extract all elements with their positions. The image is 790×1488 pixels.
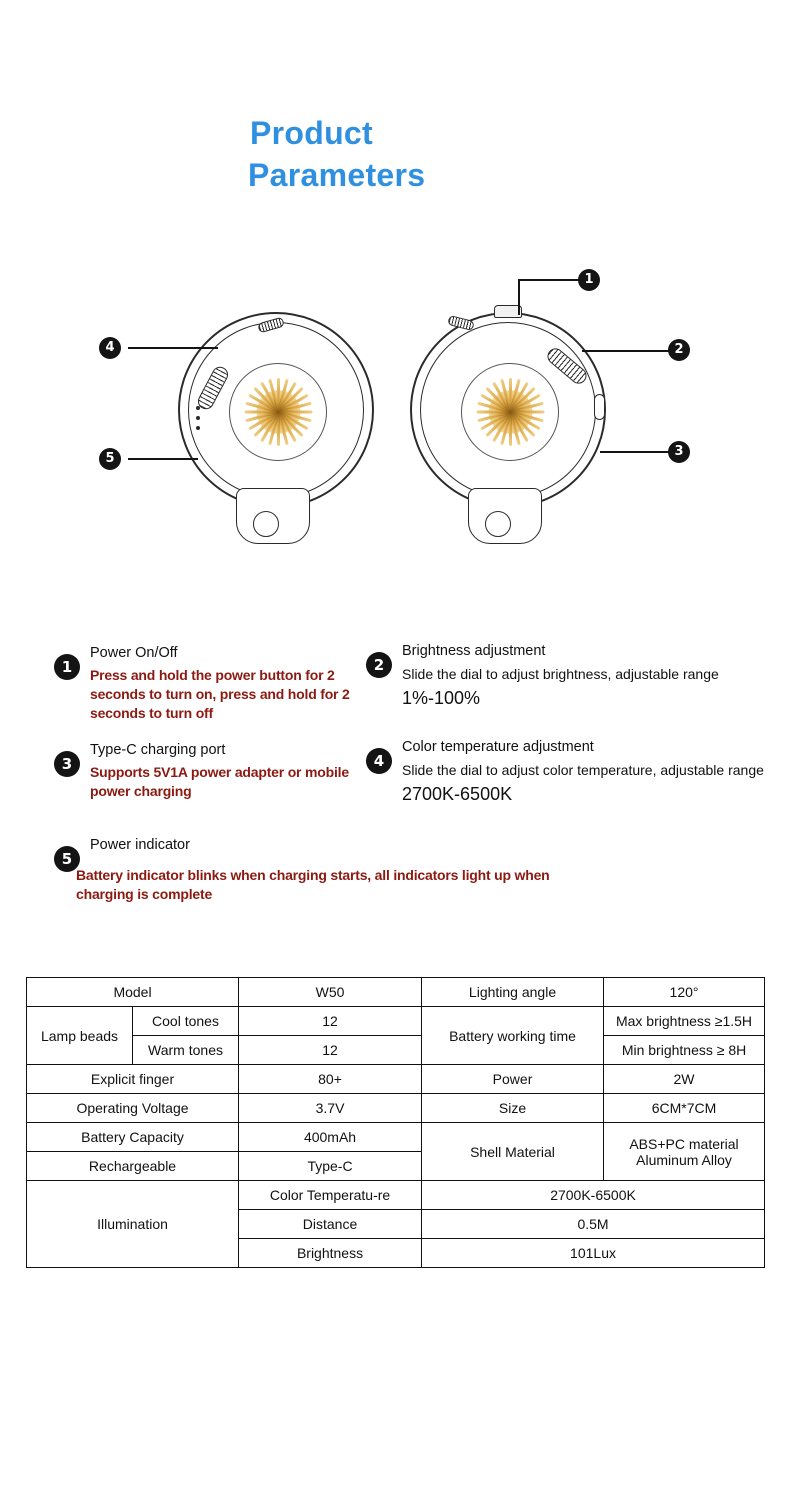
cell-illumination-label: Illumination [27,1181,239,1268]
specification-table [26,977,764,1268]
callout-marker-5: 5 [99,448,121,470]
lamp-front-view [178,312,374,508]
cell-cri-label: Explicit finger [27,1065,239,1094]
cell-shell-value [604,1123,765,1181]
page-title [250,112,425,196]
feature-number-2: 2 [366,652,392,678]
cell-color-temp-value: 2700K-6500K [422,1181,765,1210]
callout-marker-1: 1 [578,269,600,291]
cell-battery-time-label: Battery working time [422,1007,604,1065]
table-row [27,1123,765,1152]
cell-warm-tones-value: 12 [239,1036,422,1065]
cell-rechargeable-label: Rechargeable [27,1152,239,1181]
callout-marker-4: 4 [99,337,121,359]
type-c-port-icon [594,394,605,420]
feature-title-1: Power On/Off [90,645,178,661]
cell-capacity-label: Battery Capacity [27,1123,239,1152]
page-title-line-2: Parameters [248,157,426,194]
feature-desc-4 [402,760,790,807]
feature-title-5: Power indicator [90,837,190,853]
feature-title-2: Brightness adjustment [402,643,546,659]
cell-voltage-label: Operating Voltage [27,1094,239,1123]
product-illustration [0,255,790,625]
table-row [27,1007,765,1036]
leader-line-4 [128,347,218,349]
cell-voltage-value: 3.7V [239,1094,422,1123]
feature-number-5: 5 [54,846,80,872]
cell-power-value: 2W [604,1065,765,1094]
cell-shell-value-line-1: ABS+PC material [629,1135,739,1152]
cell-warm-tones-label: Warm tones [133,1036,239,1065]
cell-brightness-label: Brightness [239,1239,422,1268]
leader-line-3 [600,451,674,453]
leader-line-2 [582,350,674,352]
cell-cool-tones-value: 12 [239,1007,422,1036]
callout-marker-2: 2 [668,339,690,361]
feature-desc-3: Supports 5V1A power adapter or mobile power charging [90,764,349,799]
lamp-light-face [229,363,327,461]
cell-size-value: 6CM*7CM [604,1094,765,1123]
dial-detail-icon [447,315,475,331]
cell-battery-time-max: Max brightness ≥1.5H [604,1007,765,1036]
cell-lighting-angle-value: 120° [604,978,765,1007]
feature-list [0,636,790,926]
feature-desc-5: Battery indicator blinks when charging starts, all indicators light up when charging is complete [76,867,550,902]
power-indicator-dots-icon [196,406,200,436]
cell-distance-value: 0.5M [422,1210,765,1239]
cell-cool-tones-label: Cool tones [133,1007,239,1036]
table-row [27,1036,765,1065]
cell-battery-time-min: Min brightness ≥ 8H [604,1036,765,1065]
table-row [27,1094,765,1123]
feature-desc-4-line-1: Slide the dial to adjust color temperature, adjustable range [402,762,764,778]
cell-lighting-angle-label: Lighting angle [422,978,604,1007]
cell-rechargeable-value: Type-C [239,1152,422,1181]
cell-power-label: Power [422,1065,604,1094]
feature-desc-1: Press and hold the power button for 2 seconds to turn on, press and hold for 2 seconds to turn off [90,667,350,721]
cell-cri-value: 80+ [239,1065,422,1094]
cell-lamp-beads-label: Lamp beads [27,1007,133,1065]
feature-number-1: 1 [54,654,80,680]
feature-desc-4-line-2: 2700K-6500K [402,784,513,805]
lamp-clip-mount [468,488,542,544]
table-row [27,1181,765,1210]
feature-title-3: Type-C charging port [90,742,226,758]
feature-desc-2-line-2: 1%-100% [402,688,481,709]
page-title-line-1: Product [250,115,373,151]
feature-desc-2-line-1: Slide the dial to adjust brightness, adjustable range [402,666,719,682]
leader-line-1-vertical [518,279,520,315]
cell-shell-label: Shell Material [422,1123,604,1181]
feature-number-4: 4 [366,748,392,774]
lamp-rear-view [410,312,606,508]
cell-brightness-value: 101Lux [422,1239,765,1268]
callout-marker-3: 3 [668,441,690,463]
cell-size-label: Size [422,1094,604,1123]
cell-model-value: W50 [239,978,422,1007]
cell-model-label: Model [27,978,239,1007]
feature-title-4: Color temperature adjustment [402,739,594,755]
lamp-clip-mount [236,488,310,544]
table-row [27,1065,765,1094]
cell-distance-label: Distance [239,1210,422,1239]
cell-shell-value-line-2: Aluminum Alloy [636,1151,732,1168]
cell-capacity-value: 400mAh [239,1123,422,1152]
leader-line-5 [128,458,198,460]
lamp-light-face [461,363,559,461]
table-row [27,978,765,1007]
cell-color-temp-label: Color Temperatu-re [239,1181,422,1210]
feature-number-3: 3 [54,751,80,777]
feature-desc-2 [402,664,790,711]
